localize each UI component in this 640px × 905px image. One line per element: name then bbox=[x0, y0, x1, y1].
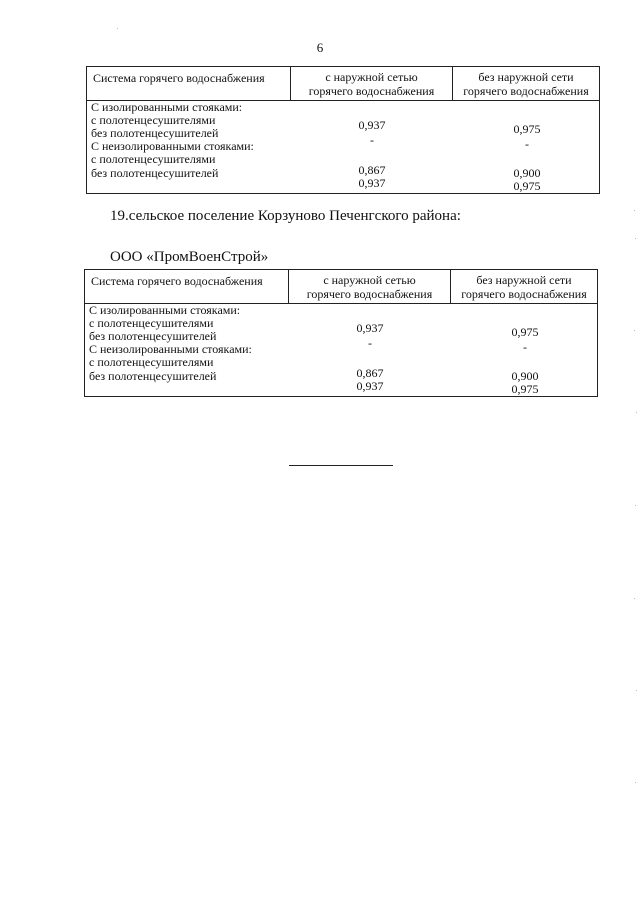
header-without-network bbox=[451, 270, 597, 303]
scan-speck bbox=[635, 782, 636, 783]
row-label: С изолированными стояками: bbox=[91, 100, 243, 114]
scan-speck bbox=[635, 505, 636, 506]
value-cell: 0,937 bbox=[356, 321, 384, 335]
row-label: С неизолированными стояками: bbox=[89, 342, 252, 356]
header-without-network bbox=[453, 67, 599, 100]
scan-speck bbox=[117, 28, 118, 29]
value-cell: - bbox=[368, 336, 372, 350]
value-cell: 0,975 bbox=[513, 179, 541, 193]
table-header bbox=[87, 67, 599, 101]
value-cell: 0,975 bbox=[511, 382, 539, 396]
table-body bbox=[87, 101, 599, 193]
header-system: Система горячего водоснабжения bbox=[87, 67, 291, 100]
scan-speck bbox=[634, 598, 635, 599]
coefficient-table-2 bbox=[84, 269, 598, 397]
table-body bbox=[85, 304, 597, 396]
row-label: с полотенцесушителями bbox=[91, 113, 216, 127]
scan-speck bbox=[636, 690, 637, 691]
header-without-network-line2: горячего водоснабжения bbox=[463, 84, 589, 98]
value-cell: - bbox=[370, 133, 374, 147]
value-cell: 0,937 bbox=[358, 176, 386, 190]
header-with-network-line2: горячего водоснабжения bbox=[308, 84, 435, 98]
header-without-network-line1: без наружной сети bbox=[478, 70, 574, 84]
value-cell: 0,900 bbox=[513, 166, 541, 180]
value-cell: 0,867 bbox=[356, 366, 384, 380]
header-system: Система горячего водоснабжения bbox=[85, 270, 289, 303]
scan-speck bbox=[634, 330, 635, 331]
row-label: с полотенцесушителями bbox=[89, 316, 214, 330]
header-with-network-line2: горячего водоснабжения bbox=[306, 287, 433, 301]
header-with-network-line1: с наружной сетью bbox=[325, 70, 418, 84]
header-with-network bbox=[289, 270, 451, 303]
value-cell: 0,975 bbox=[513, 122, 541, 136]
end-of-document-rule bbox=[289, 465, 393, 466]
value-cell: 0,937 bbox=[358, 118, 386, 132]
value-cell: 0,867 bbox=[358, 163, 386, 177]
row-label: без полотенцесушителей bbox=[89, 329, 217, 343]
page-number: 6 bbox=[316, 40, 324, 55]
row-label: с полотенцесушителями bbox=[91, 152, 216, 166]
row-label: с полотенцесушителями bbox=[89, 355, 214, 369]
row-label: без полотенцесушителей bbox=[89, 369, 217, 383]
section-title: 19.сельское поселение Корзуново Печенгского района: bbox=[110, 208, 461, 224]
header-with-network bbox=[291, 67, 453, 100]
scan-speck bbox=[636, 412, 637, 413]
scan-speck bbox=[634, 210, 635, 211]
value-cell: 0,900 bbox=[511, 369, 539, 383]
row-label: без полотенцесушителей bbox=[91, 126, 219, 140]
header-without-network-line1: без наружной сети bbox=[476, 273, 572, 287]
scan-speck bbox=[635, 238, 636, 239]
row-label: без полотенцесушителей bbox=[91, 166, 219, 180]
header-without-network-line2: горячего водоснабжения bbox=[461, 287, 587, 301]
value-cell: 0,975 bbox=[511, 325, 539, 339]
value-cell: 0,937 bbox=[356, 379, 384, 393]
row-label: С неизолированными стояками: bbox=[91, 139, 254, 153]
table-header bbox=[85, 270, 597, 304]
row-label: С изолированными стояками: bbox=[89, 303, 241, 317]
organization-name: ООО «ПромВоенСтрой» bbox=[110, 249, 269, 265]
value-cell: - bbox=[525, 137, 529, 151]
value-cell: - bbox=[523, 340, 527, 354]
coefficient-table-1 bbox=[86, 66, 600, 194]
header-with-network-line1: с наружной сетью bbox=[323, 273, 416, 287]
